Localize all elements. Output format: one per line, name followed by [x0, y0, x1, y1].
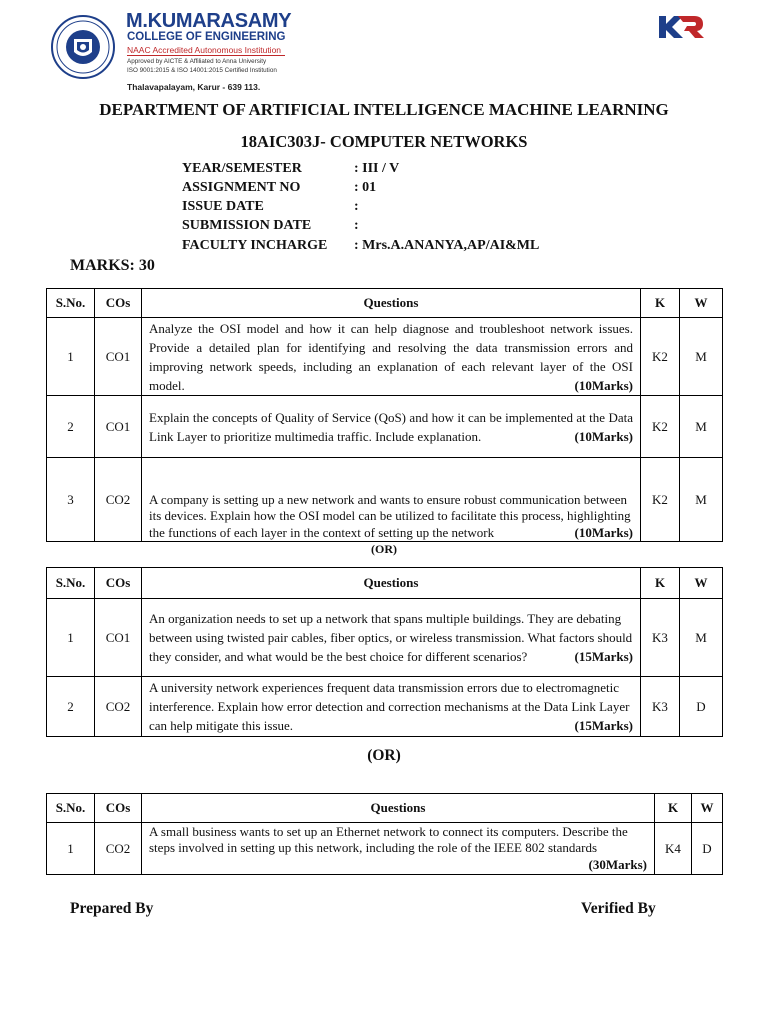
- college-seal-logo: [50, 14, 116, 80]
- cell-co: CO1: [95, 599, 142, 677]
- info-label: ASSIGNMENT NO: [182, 180, 301, 195]
- cell-k: K2: [641, 396, 680, 458]
- question-text: A company is setting up a new network and wants to ensure robust communication between its devices. Explain how the OSI model can be utilized to facilitate this process, highlighting the functions of each layer in the context of setting up the network: [149, 491, 631, 540]
- cell-sno: 1: [47, 823, 95, 875]
- cell-sno: 1: [47, 318, 95, 396]
- cell-co: CO2: [95, 458, 142, 542]
- header-w: W: [680, 568, 723, 599]
- cell-k: K4: [655, 823, 692, 875]
- info-label: YEAR/SEMESTER: [182, 161, 302, 176]
- cell-w: M: [680, 599, 723, 677]
- table-row: [47, 823, 723, 875]
- questions-table-3: [46, 793, 723, 875]
- info-value: : Mrs.A.ANANYA,AP/AI&ML: [354, 238, 540, 253]
- header-k: K: [655, 794, 692, 823]
- cell-w: D: [692, 823, 723, 875]
- questions-table-2: [46, 567, 723, 737]
- accreditation-line: NAAC Accredited Autonomous Institution: [127, 45, 285, 56]
- total-marks: MARKS: 30: [70, 257, 155, 274]
- info-row-year: [182, 161, 399, 177]
- cell-co: CO2: [95, 823, 142, 875]
- cell-sno: 2: [47, 677, 95, 737]
- college-location: Thalavapalayam, Karur - 639 113.: [127, 82, 261, 92]
- table-row: [47, 318, 723, 396]
- college-subtitle: COLLEGE OF ENGINEERING: [127, 31, 286, 43]
- cell-question: [142, 396, 641, 458]
- cell-co: CO2: [95, 677, 142, 737]
- question-text: An organization needs to set up a network that spans multiple buildings. They are debating between using twisted pair cables, fiber optics, or wireless transmission. What factors should they consider, and what would be the best choice for different scenarios?: [149, 611, 633, 664]
- cell-question: [142, 599, 641, 677]
- question-marks: (10Marks): [574, 524, 633, 540]
- cell-question: [142, 458, 641, 542]
- header-cos: COs: [95, 568, 142, 599]
- table-header-row: [47, 289, 723, 318]
- header-w: W: [692, 794, 723, 823]
- header-questions: Questions: [142, 794, 655, 823]
- or-separator-2: (OR): [367, 747, 401, 764]
- verified-by-label: Verified By: [581, 900, 656, 917]
- cell-k: K3: [641, 677, 680, 737]
- info-value: :: [354, 199, 359, 214]
- cell-co: CO1: [95, 318, 142, 396]
- cell-w: M: [680, 458, 723, 542]
- info-label: FACULTY INCHARGE: [182, 238, 328, 253]
- table-row: [47, 458, 723, 542]
- table-row: [47, 599, 723, 677]
- question-marks: (15Marks): [574, 718, 633, 733]
- question-text: Analyze the OSI model and how it can help diagnose and troubleshoot network issues. Provide a detailed plan for identifying and resolving the data transmission errors and improving network speeds, including an explanation of each relevant layer of the OSI model.: [149, 320, 633, 393]
- header-cos: COs: [95, 794, 142, 823]
- table-row: [47, 396, 723, 458]
- header-questions: Questions: [142, 289, 641, 318]
- info-row-submission-date: [182, 218, 359, 234]
- header-w: W: [680, 289, 723, 318]
- cell-w: M: [680, 318, 723, 396]
- header-k: K: [641, 568, 680, 599]
- header-sno: S.No.: [47, 289, 95, 318]
- department-title: DEPARTMENT OF ARTIFICIAL INTELLIGENCE MACHINE LEARNING: [99, 100, 669, 119]
- cell-question: [142, 823, 655, 875]
- header-sno: S.No.: [47, 568, 95, 599]
- cell-question: [142, 318, 641, 396]
- question-marks: (10Marks): [574, 428, 633, 444]
- header-questions: Questions: [142, 568, 641, 599]
- questions-table-1: [46, 288, 723, 542]
- header-k: K: [641, 289, 680, 318]
- approval-line-2: ISO 9001:2015 & ISO 14001:2015 Certified Institution: [127, 67, 277, 74]
- cell-w: M: [680, 396, 723, 458]
- question-marks: (10Marks): [574, 377, 633, 393]
- info-row-assignment: [182, 180, 376, 196]
- cell-sno: 1: [47, 599, 95, 677]
- header-sno: S.No.: [47, 794, 95, 823]
- question-text: A small business wants to set up an Ethernet network to connect its computers. Describe the steps involved in setting up this network, including the role of the IEEE 802 standards: [149, 823, 628, 856]
- info-row-faculty: [182, 238, 539, 254]
- question-marks: (15Marks): [574, 649, 633, 664]
- cell-co: CO1: [95, 396, 142, 458]
- approval-lines: [127, 57, 277, 75]
- kr-logo: [656, 12, 706, 42]
- cell-k: K2: [641, 318, 680, 396]
- cell-sno: 3: [47, 458, 95, 542]
- or-separator-1: (OR): [371, 542, 397, 556]
- prepared-by-label: Prepared By: [70, 900, 154, 917]
- table-header-row: [47, 794, 723, 823]
- info-value: :: [354, 218, 359, 233]
- table-row: [47, 677, 723, 737]
- question-text: A university network experiences frequent data transmission errors due to electromagnetic interference. Explain how error detection and correction mechanisms at the Data Link Layer can help mitigate this issue.: [149, 680, 630, 733]
- info-value: : 01: [354, 180, 377, 195]
- question-text: Explain the concepts of Quality of Service (QoS) and how it can be implemented at the Data Link Layer to prioritize multimedia traffic. Include explanation.: [149, 409, 633, 444]
- cell-k: K2: [641, 458, 680, 542]
- college-name: M.KUMARASAMY: [126, 10, 292, 32]
- info-label: SUBMISSION DATE: [182, 218, 312, 233]
- info-value: : III / V: [354, 161, 400, 176]
- course-title: 18AIC303J- COMPUTER NETWORKS: [240, 132, 528, 151]
- cell-k: K3: [641, 599, 680, 677]
- approval-line-1: Approved by AICTE & Affiliated to Anna University: [127, 58, 267, 65]
- question-marks: (30Marks): [588, 856, 647, 872]
- info-row-issue-date: [182, 199, 359, 215]
- table-header-row: [47, 568, 723, 599]
- cell-question: [142, 677, 641, 737]
- cell-w: D: [680, 677, 723, 737]
- header-cos: COs: [95, 289, 142, 318]
- info-label: ISSUE DATE: [182, 199, 264, 214]
- cell-sno: 2: [47, 396, 95, 458]
